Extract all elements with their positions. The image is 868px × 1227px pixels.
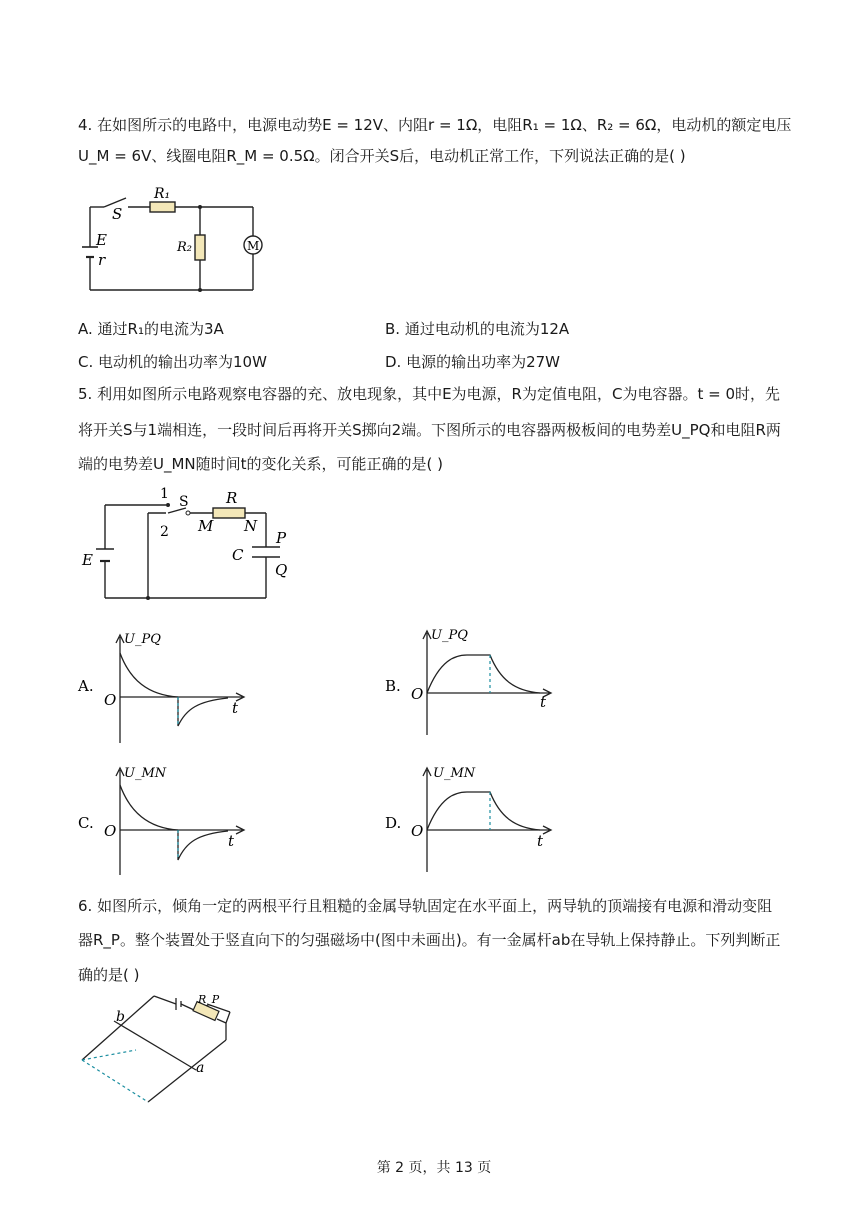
q5-label-q: Q xyxy=(275,561,288,579)
q5-graph-a-xlabel: t xyxy=(232,699,239,717)
q4-label-internal: r xyxy=(98,251,106,269)
q5-graph-c-label: C. xyxy=(78,814,94,832)
q6-label-b: b xyxy=(116,1009,125,1025)
q4-circuit-diagram xyxy=(78,185,268,300)
q5-graph-b-label: B. xyxy=(385,677,401,695)
q5-graph-c xyxy=(78,760,278,880)
q6-stem-line2: 器R_P。整个装置处于竖直向下的匀强磁场中(图中未画出)。有一金属杆ab在导轨上保持静止。下列判断正 xyxy=(78,931,781,949)
q5-label-n: N xyxy=(244,517,258,535)
q5-stem-line1: 5. 利用如图所示电路观察电容器的充、放电现象，其中E为电源，R为定值电阻，C为电容器。t = 0时，先 xyxy=(78,385,780,403)
q5-label-switch: S xyxy=(179,494,189,510)
q5-graph-a-ylabel: U_PQ xyxy=(124,632,161,647)
q4-option-a: A. 通过R₁的电流为3A xyxy=(78,320,224,338)
q5-graph-c-origin: O xyxy=(104,822,117,840)
q4-option-b: B. 通过电动机的电流为12A xyxy=(385,320,570,338)
q5-graph-d-label: D. xyxy=(385,814,402,832)
q4-stem-line1: 4. 在如图所示的电路中，电源电动势E = 12V、内阻r = 1Ω，电阻R₁ = 1Ω、R₂ = 6Ω，电动机的额定电压 xyxy=(78,116,792,134)
q6-label-a: a xyxy=(196,1060,205,1076)
q5-circuit-diagram xyxy=(78,485,308,610)
q5-label-m: M xyxy=(198,517,214,535)
q5-graph-b xyxy=(385,625,585,745)
q6-stem-line1: 6. 如图所示，倾角一定的两根平行且粗糙的金属导轨固定在水平面上，两导轨的顶端接有电源和滑动变阻 xyxy=(78,897,773,915)
q4-option-c: C. 电动机的输出功率为10W xyxy=(78,353,267,371)
q4-stem-line2: U_M = 6V、线圈电阻R_M = 0.5Ω。闭合开关S后，电动机正常工作，下列说法正确的是( ) xyxy=(78,147,686,165)
page-footer: 第 2 页，共 13 页 xyxy=(376,1160,492,1176)
q5-graph-c-xlabel: t xyxy=(228,832,235,850)
q4-label-r1: R₁ xyxy=(154,186,171,202)
q5-graph-a-label: A. xyxy=(78,677,94,695)
q5-label-resistor: R xyxy=(226,489,238,507)
q5-stem-line3: 端的电势差U_MN随时间t的变化关系，可能正确的是( ) xyxy=(78,455,443,473)
q4-label-r2: R₂ xyxy=(177,240,192,255)
q5-graph-a xyxy=(78,625,278,745)
q5-label-terminal-1: 1 xyxy=(160,486,169,502)
q5-graph-b-xlabel: t xyxy=(540,693,547,711)
q5-graph-d-ylabel: U_MN xyxy=(433,766,476,781)
q6-label-rp: R_P xyxy=(198,993,220,1006)
q6-stem-line3: 确的是( ) xyxy=(78,966,140,984)
q5-graph-b-origin: O xyxy=(411,685,424,703)
q5-graph-c-ylabel: U_MN xyxy=(124,766,167,781)
q5-label-terminal-2: 2 xyxy=(160,524,169,540)
q5-graph-d-xlabel: t xyxy=(537,832,544,850)
q5-graph-b-ylabel: U_PQ xyxy=(431,628,468,643)
q4-label-emf: E xyxy=(96,231,107,249)
q5-graph-d-origin: O xyxy=(411,822,424,840)
q5-graph-d xyxy=(385,760,585,880)
q5-label-emf: E xyxy=(82,551,93,569)
q5-label-p: P xyxy=(276,529,287,547)
q5-graph-a-origin: O xyxy=(104,691,117,709)
q4-label-motor: M xyxy=(247,239,260,253)
q5-stem-line2: 将开关S与1端相连，一段时间后再将开关S掷向2端。下图所示的电容器两极板间的电势差U_PQ和电阻R两 xyxy=(78,421,781,439)
q5-label-capacitor: C xyxy=(232,546,244,564)
q6-rail-diagram xyxy=(78,990,258,1110)
q4-label-switch: S xyxy=(112,205,123,223)
q4-option-d: D. 电源的输出功率为27W xyxy=(385,353,561,371)
